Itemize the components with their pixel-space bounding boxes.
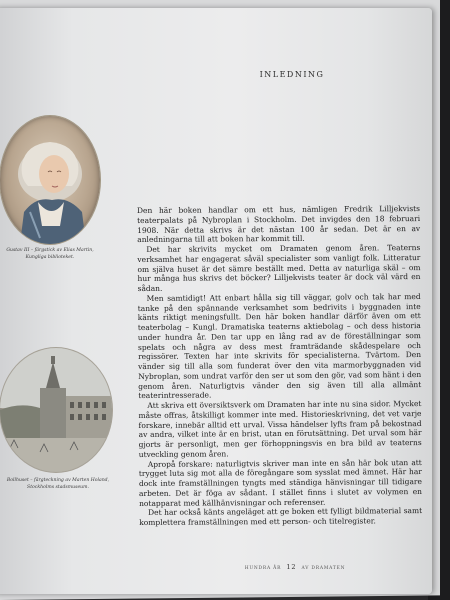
portrait-caption: Gustav III – färgstick av Elias Martin, Kungliga biblioteket. <box>6 248 94 260</box>
footer-left-label: HUNDRA ÅR <box>244 566 282 571</box>
page-footer <box>220 563 370 571</box>
paragraph: Men samtidigt! Att enbart hålla sig till väggar, golv och tak har med tanke på den spännande verksamhet som bedrivits i byggnaden inte känts riktigt meningsfullt. Den här boken handlar därför även om ett teaterbolag – Kungl. Dramatiska teaterns aktiebolag – och dess historia under hundra år. Den tar upp en lång rad av de föreställningar som spelats och några av dess mest framträdande skådespelare och regissörer. Texten har inte skrivits för specialisterna. Tvärtom. Den vänder sig till alla som funderat över den vita marmorbyggnaden vid Nybroplan, som undrat varför den ser ut som den gör, vad som hänt i den genom åren. Naturligtvis vänder den sig även till alla allmänt teaterintresserade. <box>137 291 422 401</box>
book-page <box>0 8 432 594</box>
chapter-title: INLEDNING <box>259 70 325 79</box>
footer-right-label: AV DRAMATEN <box>301 566 346 571</box>
body-text <box>137 204 422 528</box>
paragraph: Det har också känts angeläget att ge boken ett fylligt bildmaterial samt komplettera framställningen med ett person- och titelregister. <box>139 506 423 527</box>
gustav-portrait-image <box>0 116 100 244</box>
bollhuset-drawing-image <box>0 348 112 472</box>
theatre-caption: Bollhuset – färgteckning av Marten Holand, Stockholms stadsmuseum. <box>6 478 110 490</box>
page-number: 12 <box>286 563 297 571</box>
paragraph: Den här boken handlar om ett hus, nämligen Fredrik Lilljekvists teaterpalats på Nybroplan i Stockholm. Det invigdes den 18 februari 1908. När detta skrivs är det nästan 100 år sedan. Det är en av anledningarna till att boken har kommit till. <box>137 204 421 245</box>
paragraph: Att skriva ett översiktsverk om Dramaten har inte nu sina sidor. Mycket måste offras, åtskilligt kommer inte med. Historieskrivning, det vet varje forskare, innebär alltid ett urval. Vissa händelser lyfts fram på bekostnad av andra, vilket inte är en brist, utan en förutsättning. Det urval som här gjorts är personligt, men ger förhoppningsvis en bra bild av teaterns utveckling genom åren. <box>138 399 422 459</box>
paragraph: Apropå forskare: naturligtvis skriver man inte en sån här bok utan att trygget luta sig mot alla de föregångare som sysslat med ämnet. Här har dock inte framställningen tyngts med ständiga hänvisningar till tidigare arbeten. Det är föga av sådant. I stället finns i slutet av volymen en notapparat med källhänvisningar och referenser. <box>138 457 423 508</box>
paragraph: Det har skrivits mycket om Dramaten genom åren. Teaterns verksamhet har engagerat såväl specialister som vanligt folk. Litteratur om själva huset är det sämre beställt med. Detta av naturliga skäl – om hur många hus skrivs det böcker? Lilljekvists teater är dock väl värd en sådan. <box>137 243 421 293</box>
